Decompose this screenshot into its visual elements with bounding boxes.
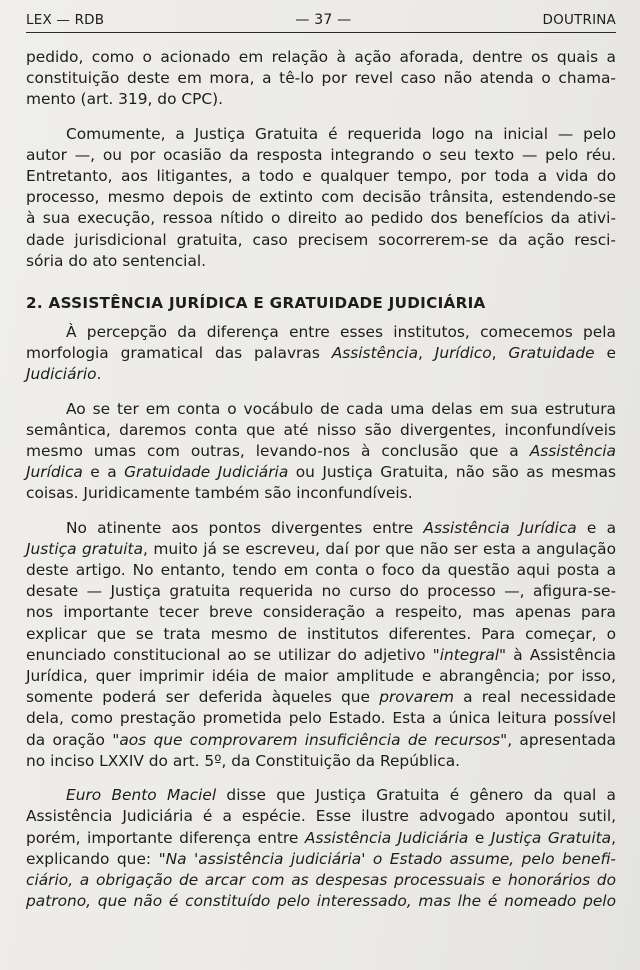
text-line: Justiça gratuita, muito já se escreveu, daí por que não ser esta a angulação [26, 539, 616, 558]
text-line: enunciado constitucional ao se utilizar do adjetivo "integral" à Assistência [26, 645, 616, 664]
text-line: Ao se ter em conta o vocábulo de cada uma delas em sua estrutura [66, 399, 616, 418]
text-line: mento (art. 319, do CPC). [26, 90, 224, 109]
text-line: processo, mesmo depois de extinto com decisão trânsita, estendendo-se [26, 188, 616, 207]
section-heading: 2. ASSISTÊNCIA JURÍDICA E GRATUIDADE JUDICIÁRIA [26, 294, 486, 313]
text-line: mesmo umas com outras, levando-nos à conclusão que a Assistência [26, 442, 616, 461]
header-right: DOUTRINA [542, 12, 616, 28]
text-line: Assistência Judiciária é a espécie. Esse ilustre advogado apontou sutil, [26, 807, 616, 826]
text-line: ciário, a obrigação de arcar com as despesas processuais e honorários do [26, 870, 616, 889]
text-line: porém, importante diferença entre Assistência Judiciária e Justiça Gratuita, [26, 828, 616, 847]
text-line: dela, como prestação prometida pelo Estado. Esta a única leitura possível [26, 709, 616, 728]
text-line: desate — Justiça gratuita requerida no curso do processo —, afigura-se- [26, 582, 616, 601]
text-line: somente poderá ser deferida àqueles que provarem a real necessidade [26, 688, 616, 707]
text-line: Entretanto, aos litigantes, a todo e qualquer tempo, por toda a vida do [26, 167, 616, 186]
text-line: explicando que: "Na 'assistência judiciária' o Estado assume, pelo benefi- [26, 849, 616, 868]
text-line: dade jurisdicional gratuita, caso precisem socorrerem-se da ação resci- [26, 230, 616, 249]
text-line: nos importante tecer breve consideração a respeito, mas apenas para [26, 603, 616, 622]
page-number: — 37 — [295, 12, 352, 28]
text-line: à sua execução, ressoa nítido o direito ao pedido dos benefícios da ativi- [26, 209, 616, 228]
running-header [26, 12, 616, 33]
paragraph-1 [26, 47, 616, 111]
text-line: explicar que se trata mesmo de institutos diferentes. Para começar, o [26, 624, 616, 643]
text-line: sória do ato sentencial. [26, 251, 207, 270]
text-line: patrono, que não é constituído pelo interessado, mas lhe é nomeado pelo [26, 892, 616, 911]
text-line: Jurídica, quer imprimir idéia de maior amplitude e abrangência; por isso, [26, 667, 616, 686]
text-line: autor —, ou por ocasião da resposta integrando o seu texto — pelo réu. [26, 145, 616, 164]
paragraph-6 [26, 785, 616, 912]
header-left: LEX — RDB [26, 12, 105, 28]
text-line: da oração "aos que comprovarem insuficiência de recursos", apresentada [26, 730, 616, 749]
text-line: morfologia gramatical das palavras Assistência, Jurídico, Gratuidade e [26, 344, 616, 363]
paragraph-3 [26, 322, 616, 386]
text-line: No atinente aos pontos divergentes entre Assistência Jurídica e a [66, 518, 616, 537]
paragraph-4 [26, 399, 616, 505]
paragraph-5 [26, 518, 616, 772]
text-line: coisas. Juridicamente também são inconfundíveis. [26, 484, 413, 503]
text-line: no inciso LXXIV do art. 5º, da Constituição da República. [26, 751, 461, 770]
paragraph-2 [26, 124, 616, 272]
text-line: À percepção da diferença entre esses institutos, comecemos pela [66, 323, 616, 342]
text-line: Jurídica e a Gratuidade Judiciária ou Justiça Gratuita, não são as mesmas [26, 463, 617, 482]
text-line: constituição deste em mora, a tê-lo por revel caso não atenda o chama- [26, 69, 616, 88]
text-line: deste artigo. No entanto, tendo em conta o foco da questão aqui posta a [26, 561, 616, 580]
text-line: Comumente, a Justiça Gratuita é requerida logo na inicial — pelo [66, 124, 616, 143]
text-line: semântica, daremos conta que até nisso são divergentes, inconfundíveis [26, 420, 616, 439]
text-line: Euro Bento Maciel disse que Justiça Gratuita é gênero da qual a [66, 786, 616, 805]
text-line: Judiciário. [26, 365, 102, 384]
text-line: pedido, como o acionado em relação à ação aforada, dentre os quais a [26, 48, 616, 66]
